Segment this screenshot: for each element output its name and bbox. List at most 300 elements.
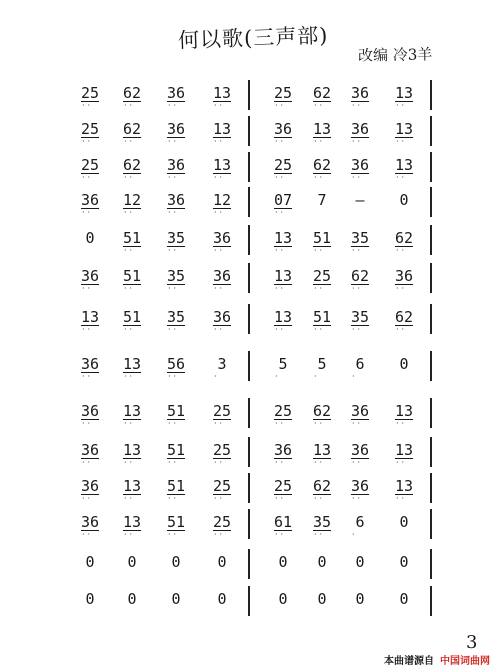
end-bar-line <box>430 473 432 503</box>
note-cell <box>118 441 146 467</box>
note-cell <box>208 477 236 503</box>
note-cell <box>208 355 236 381</box>
note-cell <box>162 267 190 293</box>
note-cell <box>118 120 146 146</box>
note-text: 35 <box>312 513 332 531</box>
note-text: 13 <box>212 84 232 102</box>
octave-dots: ·· <box>214 284 226 293</box>
note-cell <box>390 590 418 608</box>
note-text: 0 <box>85 553 95 571</box>
octave-dots: ·· <box>352 137 364 146</box>
octave-dots: · <box>314 372 320 381</box>
note-cell <box>390 441 418 467</box>
octave-dots: ·· <box>168 101 180 110</box>
note-cell <box>346 477 374 503</box>
source-label: 本曲谱源自 <box>384 656 434 667</box>
octave-dots: ·· <box>314 137 326 146</box>
octave-dots: ·· <box>396 101 408 110</box>
measure-bar-line <box>248 586 250 616</box>
note-text: 36 <box>350 402 370 420</box>
note-cell <box>162 355 190 381</box>
note-text: 36 <box>350 84 370 102</box>
note-cell <box>346 156 374 182</box>
octave-dots: ·· <box>275 419 287 428</box>
note-cell <box>208 553 236 571</box>
note-text: 0 <box>217 590 227 608</box>
note-text: 0 <box>171 590 181 608</box>
note-text: 13 <box>394 477 414 495</box>
octave-dots: ·· <box>314 458 326 467</box>
measure-bar-line <box>248 304 250 334</box>
end-bar-line <box>430 549 432 579</box>
note-cell <box>76 402 104 428</box>
note-text: 36 <box>350 156 370 174</box>
note-text: 0 <box>399 355 409 373</box>
note-text: 0 <box>355 553 365 571</box>
note-cell <box>162 308 190 334</box>
note-cell <box>269 513 297 539</box>
note-cell <box>208 267 236 293</box>
note-cell <box>308 513 336 539</box>
octave-dots: ·· <box>124 372 136 381</box>
note-cell <box>208 513 236 539</box>
octave-dots: ·· <box>352 246 364 255</box>
note-text: 13 <box>122 477 142 495</box>
note-cell <box>269 267 297 293</box>
note-text: 25 <box>80 120 100 138</box>
end-bar-line <box>430 80 432 110</box>
note-cell <box>118 590 146 608</box>
note-cell <box>76 590 104 608</box>
note-cell <box>308 191 336 209</box>
end-bar-line <box>430 187 432 217</box>
note-text: 25 <box>212 402 232 420</box>
note-cell <box>118 191 146 217</box>
note-cell <box>76 477 104 503</box>
note-text: 13 <box>273 308 293 326</box>
end-bar-line <box>430 225 432 255</box>
octave-dots: ·· <box>82 173 94 182</box>
note-cell <box>118 355 146 381</box>
note-text: 36 <box>166 191 186 209</box>
note-text: 25 <box>273 84 293 102</box>
note-cell <box>76 308 104 334</box>
octave-dots: ·· <box>124 419 136 428</box>
end-bar-line <box>430 263 432 293</box>
note-text: 36 <box>80 513 100 531</box>
note-cell <box>208 441 236 467</box>
note-cell <box>162 590 190 608</box>
note-text: 36 <box>212 308 232 326</box>
note-cell <box>162 229 190 255</box>
octave-dots: · <box>214 372 220 381</box>
octave-dots: ·· <box>352 325 364 334</box>
source-footer <box>384 652 490 667</box>
octave-dots: ·· <box>82 284 94 293</box>
octave-dots: ·· <box>214 494 226 503</box>
octave-dots: ·· <box>275 173 287 182</box>
note-cell <box>269 590 297 608</box>
note-text: 25 <box>212 477 232 495</box>
note-cell <box>162 84 190 110</box>
octave-dots: ·· <box>168 208 180 217</box>
octave-dots: ·· <box>82 530 94 539</box>
note-text: 35 <box>166 229 186 247</box>
note-text: 25 <box>212 441 232 459</box>
note-text: 62 <box>312 402 332 420</box>
note-cell <box>76 355 104 381</box>
score-row <box>0 402 500 436</box>
octave-dots: ·· <box>214 101 226 110</box>
note-text: 35 <box>166 308 186 326</box>
octave-dots: ·· <box>275 137 287 146</box>
octave-dots: ·· <box>275 325 287 334</box>
note-cell <box>118 477 146 503</box>
end-bar-line <box>430 398 432 428</box>
note-cell <box>118 156 146 182</box>
note-text: 13 <box>394 441 414 459</box>
note-cell <box>308 267 336 293</box>
note-text: 51 <box>166 513 186 531</box>
score-row <box>0 120 500 154</box>
octave-dots: ·· <box>124 246 136 255</box>
note-text: 51 <box>312 229 332 247</box>
note-text: 51 <box>122 267 142 285</box>
note-text: 35 <box>350 229 370 247</box>
note-cell <box>208 84 236 110</box>
note-text: 13 <box>273 267 293 285</box>
measure-bar-line <box>248 225 250 255</box>
octave-dots: · <box>352 372 358 381</box>
score-row <box>0 477 500 511</box>
note-cell <box>76 267 104 293</box>
octave-dots: ·· <box>396 173 408 182</box>
note-cell <box>118 84 146 110</box>
end-bar-line <box>430 116 432 146</box>
note-text: 5 <box>317 355 327 373</box>
note-text: 62 <box>394 229 414 247</box>
end-bar-line <box>430 351 432 381</box>
score-row <box>0 308 500 342</box>
octave-dots: ·· <box>352 284 364 293</box>
octave-dots: ·· <box>275 530 287 539</box>
octave-dots: ·· <box>168 325 180 334</box>
octave-dots: ·· <box>275 101 287 110</box>
end-bar-line <box>430 304 432 334</box>
octave-dots: ·· <box>168 494 180 503</box>
note-text: 56 <box>166 355 186 373</box>
note-text: 62 <box>312 84 332 102</box>
score-title: 何以歌(三声部) <box>177 23 329 53</box>
note-cell <box>346 355 374 381</box>
note-text: 36 <box>212 229 232 247</box>
end-bar-line <box>430 586 432 616</box>
octave-dots: · <box>352 530 358 539</box>
note-cell <box>269 120 297 146</box>
note-cell <box>269 553 297 571</box>
note-text: 35 <box>350 308 370 326</box>
note-text: 36 <box>273 120 293 138</box>
note-cell <box>346 553 374 571</box>
octave-dots: ·· <box>168 458 180 467</box>
note-text: 62 <box>312 477 332 495</box>
note-text: 13 <box>394 120 414 138</box>
note-text: 35 <box>166 267 186 285</box>
note-cell <box>390 84 418 110</box>
octave-dots: ·· <box>314 173 326 182</box>
note-cell <box>208 156 236 182</box>
measure-bar-line <box>248 473 250 503</box>
note-cell <box>208 229 236 255</box>
octave-dots: ·· <box>214 419 226 428</box>
note-cell <box>346 441 374 467</box>
note-text: 13 <box>273 229 293 247</box>
note-text: 36 <box>80 477 100 495</box>
note-cell <box>346 308 374 334</box>
note-text: 0 <box>399 590 409 608</box>
note-cell <box>346 191 374 209</box>
octave-dots: ·· <box>314 419 326 428</box>
note-cell <box>308 229 336 255</box>
end-bar-line <box>430 437 432 467</box>
octave-dots: ·· <box>396 284 408 293</box>
note-cell <box>346 513 374 539</box>
note-cell <box>308 84 336 110</box>
note-text: 25 <box>212 513 232 531</box>
arranger-credit: 改编 冷3羊 <box>357 45 433 65</box>
octave-dots: ·· <box>124 173 136 182</box>
octave-dots: ·· <box>314 325 326 334</box>
note-cell <box>308 120 336 146</box>
octave-dots: ·· <box>124 325 136 334</box>
octave-dots: ·· <box>275 208 287 217</box>
score-row <box>0 513 500 547</box>
note-text: 36 <box>166 120 186 138</box>
octave-dots: ·· <box>352 458 364 467</box>
note-text: 13 <box>80 308 100 326</box>
octave-dots: ·· <box>214 530 226 539</box>
note-cell <box>390 402 418 428</box>
note-text: 13 <box>122 402 142 420</box>
note-cell <box>76 553 104 571</box>
octave-dots: ·· <box>82 494 94 503</box>
note-text: 13 <box>212 120 232 138</box>
end-bar-line <box>430 152 432 182</box>
note-cell <box>390 229 418 255</box>
note-text: 61 <box>273 513 293 531</box>
note-cell <box>269 156 297 182</box>
note-text: 62 <box>122 156 142 174</box>
octave-dots: ·· <box>396 246 408 255</box>
octave-dots: ·· <box>82 137 94 146</box>
octave-dots: ·· <box>214 137 226 146</box>
octave-dots: ·· <box>168 246 180 255</box>
note-text: 13 <box>122 441 142 459</box>
octave-dots: ·· <box>314 530 326 539</box>
note-cell <box>390 267 418 293</box>
octave-dots: ·· <box>82 372 94 381</box>
note-text: 0 <box>217 553 227 571</box>
octave-dots: ·· <box>168 419 180 428</box>
note-text: 36 <box>212 267 232 285</box>
octave-dots: ·· <box>314 494 326 503</box>
octave-dots: ·· <box>82 208 94 217</box>
note-cell <box>346 402 374 428</box>
note-text: 36 <box>350 120 370 138</box>
note-text: 0 <box>399 553 409 571</box>
octave-dots: ·· <box>124 494 136 503</box>
octave-dots: ·· <box>214 246 226 255</box>
octave-dots: ·· <box>168 137 180 146</box>
note-text: 62 <box>350 267 370 285</box>
octave-dots: ·· <box>396 458 408 467</box>
note-text: 25 <box>273 477 293 495</box>
octave-dots: ·· <box>82 458 94 467</box>
note-text: 51 <box>122 229 142 247</box>
note-cell <box>162 191 190 217</box>
note-cell <box>76 229 104 247</box>
octave-dots: ·· <box>124 137 136 146</box>
score-row <box>0 191 500 225</box>
octave-dots: ·· <box>168 173 180 182</box>
note-cell <box>308 355 336 381</box>
measure-bar-line <box>248 152 250 182</box>
note-text: 25 <box>312 267 332 285</box>
note-cell <box>118 553 146 571</box>
octave-dots: ·· <box>275 284 287 293</box>
measure-bar-line <box>248 116 250 146</box>
note-cell <box>390 308 418 334</box>
octave-dots: ·· <box>168 372 180 381</box>
note-cell <box>390 477 418 503</box>
octave-dots: ·· <box>352 173 364 182</box>
note-cell <box>308 402 336 428</box>
octave-dots: ·· <box>214 208 226 217</box>
note-cell <box>208 402 236 428</box>
page-number: 3 <box>466 632 478 653</box>
note-text: 36 <box>350 441 370 459</box>
note-cell <box>118 308 146 334</box>
note-cell <box>308 590 336 608</box>
octave-dots: ·· <box>396 494 408 503</box>
note-text: 5 <box>278 355 288 373</box>
note-cell <box>346 267 374 293</box>
note-text: 0 <box>355 590 365 608</box>
octave-dots: ·· <box>275 494 287 503</box>
octave-dots: ·· <box>214 458 226 467</box>
measure-bar-line <box>248 80 250 110</box>
score-row <box>0 267 500 301</box>
note-text: 62 <box>394 308 414 326</box>
note-cell <box>269 441 297 467</box>
note-text: 36 <box>166 156 186 174</box>
octave-dots: ·· <box>396 325 408 334</box>
note-text: 0 <box>85 229 95 247</box>
octave-dots: ·· <box>352 494 364 503</box>
score-row <box>0 156 500 190</box>
octave-dots: ·· <box>214 325 226 334</box>
note-text: 13 <box>394 402 414 420</box>
octave-dots: ·· <box>124 101 136 110</box>
measure-bar-line <box>248 437 250 467</box>
note-text: 25 <box>273 156 293 174</box>
note-text: 36 <box>80 267 100 285</box>
note-text: 0 <box>85 590 95 608</box>
score-row <box>0 553 500 587</box>
note-cell <box>118 267 146 293</box>
score-row <box>0 84 500 118</box>
note-cell <box>269 402 297 428</box>
note-cell <box>308 156 336 182</box>
note-cell <box>390 156 418 182</box>
octave-dots: ·· <box>396 137 408 146</box>
note-cell <box>346 84 374 110</box>
octave-dots: ·· <box>214 173 226 182</box>
note-text: 51 <box>312 308 332 326</box>
note-text: 0 <box>278 590 288 608</box>
note-cell <box>76 84 104 110</box>
note-text: 36 <box>80 355 100 373</box>
note-text: 6 <box>355 355 365 373</box>
note-text: 0 <box>317 590 327 608</box>
note-cell <box>346 229 374 255</box>
octave-dots: ·· <box>314 246 326 255</box>
note-cell <box>269 477 297 503</box>
note-cell <box>162 402 190 428</box>
note-cell <box>162 553 190 571</box>
measure-bar-line <box>248 351 250 381</box>
octave-dots: ·· <box>352 419 364 428</box>
note-text: 36 <box>80 402 100 420</box>
note-text: 36 <box>394 267 414 285</box>
octave-dots: ·· <box>82 419 94 428</box>
note-text: 25 <box>80 156 100 174</box>
octave-dots: ·· <box>168 530 180 539</box>
note-cell <box>308 477 336 503</box>
octave-dots: ·· <box>124 208 136 217</box>
note-text: 62 <box>122 120 142 138</box>
octave-dots: ·· <box>314 284 326 293</box>
octave-dots: ·· <box>124 458 136 467</box>
note-text: 36 <box>273 441 293 459</box>
note-text: 13 <box>312 120 332 138</box>
note-cell <box>308 553 336 571</box>
note-cell <box>162 477 190 503</box>
measure-bar-line <box>248 509 250 539</box>
note-cell <box>390 553 418 571</box>
note-text: 36 <box>350 477 370 495</box>
note-text: 13 <box>312 441 332 459</box>
measure-bar-line <box>248 398 250 428</box>
measure-bar-line <box>248 187 250 217</box>
note-text: 0 <box>278 553 288 571</box>
note-cell <box>269 355 297 381</box>
note-cell <box>162 156 190 182</box>
note-text: 36 <box>80 191 100 209</box>
note-text: 0 <box>399 513 409 531</box>
note-text: 51 <box>122 308 142 326</box>
note-text: 51 <box>166 441 186 459</box>
note-cell <box>118 513 146 539</box>
note-text: 0 <box>399 191 409 209</box>
note-text: 13 <box>122 513 142 531</box>
source-site: 中国词曲网 <box>440 656 490 667</box>
note-cell <box>162 120 190 146</box>
note-cell <box>346 590 374 608</box>
note-cell <box>76 513 104 539</box>
note-text: 13 <box>394 156 414 174</box>
score-row <box>0 590 500 624</box>
